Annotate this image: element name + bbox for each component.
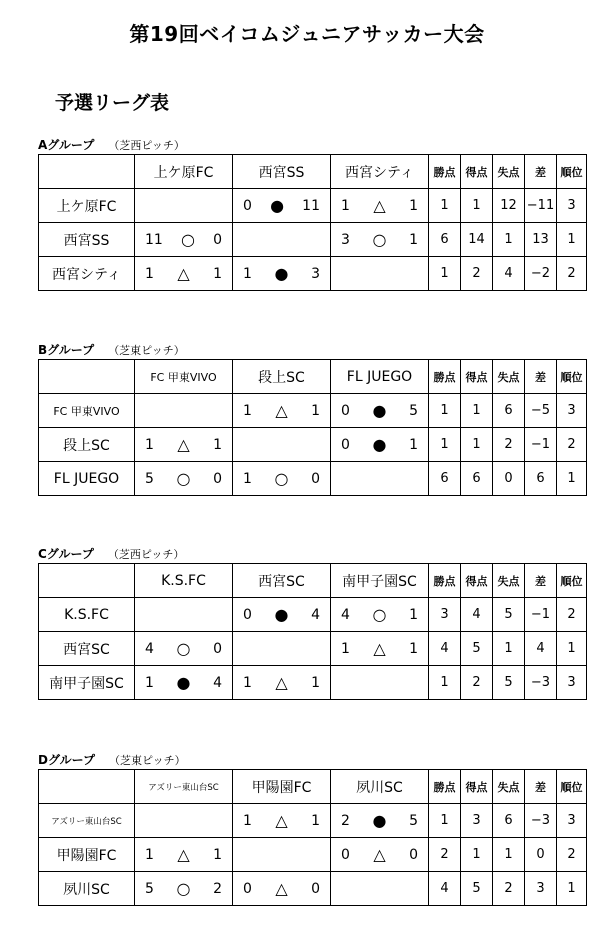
stat-value: 2 (429, 838, 461, 872)
goals-against: 1 (213, 436, 222, 453)
goals-for: 0 (341, 846, 350, 863)
column-team-header: アズリー東山台SC (135, 770, 233, 804)
stat-value: 1 (493, 838, 525, 872)
row-team-name: K.S.FC (39, 598, 135, 632)
column-team-header: 段上SC (233, 360, 331, 394)
match-score (135, 263, 232, 283)
stat-value: 4 (429, 632, 461, 666)
goals-for: 1 (145, 436, 154, 453)
goals-for: 4 (145, 640, 154, 657)
goals-for: 0 (341, 436, 350, 453)
stat-value: 2 (557, 257, 587, 291)
row-team-name: 西宮SS (39, 223, 135, 257)
corner-cell (39, 564, 135, 598)
self-match-cell (135, 804, 233, 838)
stat-value: 1 (557, 632, 587, 666)
stat-value: 1 (493, 632, 525, 666)
stat-header: 差 (525, 360, 557, 394)
match-score (233, 672, 330, 692)
result-symbol: ● (176, 672, 191, 692)
match-result-cell (233, 804, 331, 838)
goals-for: 2 (341, 812, 350, 829)
stat-header: 順位 (557, 770, 587, 804)
table-row (39, 598, 587, 632)
match-result-cell (233, 872, 331, 906)
row-team-name: 西宮シティ (39, 257, 135, 291)
stat-value: 4 (429, 872, 461, 906)
table-row (39, 462, 587, 496)
match-result-cell (331, 394, 429, 428)
match-result-cell (135, 462, 233, 496)
stat-value: 6 (429, 462, 461, 496)
stat-value: 5 (461, 632, 493, 666)
match-score (331, 434, 428, 454)
stat-header: 失点 (493, 155, 525, 189)
table-row (39, 428, 587, 462)
group-name: Aグループ (38, 138, 95, 152)
stat-header: 失点 (493, 564, 525, 598)
match-result-cell (331, 838, 429, 872)
stat-value: 1 (461, 838, 493, 872)
stat-header: 差 (525, 770, 557, 804)
self-match-cell (135, 598, 233, 632)
match-result-cell (135, 428, 233, 462)
column-team-header: 西宮SC (233, 564, 331, 598)
stat-value: 6 (525, 462, 557, 496)
match-score (233, 195, 330, 215)
goals-for: 1 (341, 640, 350, 657)
result-symbol: △ (275, 672, 288, 692)
goals-against: 1 (409, 640, 418, 657)
self-match-cell (331, 462, 429, 496)
stat-value: 2 (557, 428, 587, 462)
goals-for: 5 (145, 470, 154, 487)
goals-against: 0 (213, 640, 222, 657)
stat-value: 6 (493, 804, 525, 838)
result-symbol: ○ (372, 604, 387, 624)
row-team-name: FL JUEGO (39, 462, 135, 496)
stat-value: 2 (557, 838, 587, 872)
stat-value: 1 (461, 189, 493, 223)
match-score (233, 810, 330, 830)
row-team-name: FC 甲東VIVO (39, 394, 135, 428)
corner-cell (39, 360, 135, 394)
goals-for: 1 (145, 265, 154, 282)
match-score (331, 638, 428, 658)
goals-for: 1 (243, 470, 252, 487)
goals-for: 0 (341, 402, 350, 419)
goals-against: 1 (409, 606, 418, 623)
goals-against: 5 (409, 812, 418, 829)
stat-value: 1 (429, 257, 461, 291)
result-symbol: ○ (372, 229, 387, 249)
stat-value: 2 (461, 666, 493, 700)
column-team-header: 西宮SS (233, 155, 331, 189)
group-pitch: （芝東ピッチ） (109, 754, 186, 767)
stat-header: 差 (525, 564, 557, 598)
league-table (38, 154, 587, 291)
stat-value: 6 (429, 223, 461, 257)
stat-value: 3 (557, 189, 587, 223)
match-result-cell (135, 838, 233, 872)
stat-value: 1 (493, 223, 525, 257)
match-result-cell (233, 394, 331, 428)
row-team-name: 南甲子園SC (39, 666, 135, 700)
match-result-cell (331, 428, 429, 462)
group-0 (38, 137, 586, 291)
stat-header: 得点 (461, 155, 493, 189)
self-match-cell (233, 223, 331, 257)
goals-for: 1 (243, 674, 252, 691)
table-row (39, 838, 587, 872)
group-header (38, 137, 586, 154)
stat-value: 3 (429, 598, 461, 632)
stat-header: 順位 (557, 155, 587, 189)
match-score (135, 638, 232, 658)
group-1 (38, 342, 586, 496)
self-match-cell (233, 838, 331, 872)
page-title: 第19回ベイコムジュニアサッカー大会 (129, 22, 485, 46)
result-symbol: ● (274, 263, 289, 283)
table-header-row (39, 770, 587, 804)
self-match-cell (233, 632, 331, 666)
goals-against: 2 (213, 880, 222, 897)
column-team-header: FL JUEGO (331, 360, 429, 394)
stat-value: 6 (493, 394, 525, 428)
result-symbol: ○ (176, 878, 191, 898)
table-row (39, 257, 587, 291)
stat-value: 1 (557, 872, 587, 906)
stat-header: 勝点 (429, 360, 461, 394)
goals-against: 0 (213, 231, 222, 248)
row-team-name: 甲陽園FC (39, 838, 135, 872)
stat-header: 順位 (557, 360, 587, 394)
column-team-header: 上ケ原FC (135, 155, 233, 189)
goals-against: 1 (409, 436, 418, 453)
result-symbol: △ (373, 638, 386, 658)
stat-value: 1 (557, 223, 587, 257)
table-header-row (39, 360, 587, 394)
match-result-cell (135, 257, 233, 291)
match-score (135, 672, 232, 692)
match-result-cell (135, 632, 233, 666)
group-header (38, 342, 586, 359)
result-symbol: ● (372, 810, 387, 830)
goals-for: 5 (145, 880, 154, 897)
stat-value: 3 (557, 804, 587, 838)
stat-value: −3 (525, 666, 557, 700)
match-score (331, 810, 428, 830)
goals-against: 11 (302, 197, 320, 214)
row-team-name: 上ケ原FC (39, 189, 135, 223)
group-header (38, 752, 586, 769)
result-symbol: △ (275, 810, 288, 830)
goals-for: 1 (145, 846, 154, 863)
column-team-header: 南甲子園SC (331, 564, 429, 598)
stat-value: 5 (493, 666, 525, 700)
result-symbol: △ (177, 434, 190, 454)
match-result-cell (331, 223, 429, 257)
group-pitch: （芝西ピッチ） (107, 548, 185, 561)
self-match-cell (331, 257, 429, 291)
match-result-cell (331, 598, 429, 632)
stat-value: −3 (525, 804, 557, 838)
goals-against: 4 (311, 606, 320, 623)
match-result-cell (135, 666, 233, 700)
stat-value: 1 (557, 462, 587, 496)
stat-value: 2 (461, 257, 493, 291)
match-result-cell (233, 189, 331, 223)
match-score (331, 844, 428, 864)
group-name: Bグループ (38, 343, 95, 357)
match-score (135, 434, 232, 454)
stat-value: −1 (525, 428, 557, 462)
match-score (233, 263, 330, 283)
league-table (38, 359, 587, 496)
goals-against: 1 (213, 846, 222, 863)
group-name: Cグループ (38, 547, 94, 561)
table-row (39, 872, 587, 906)
stat-value: 1 (429, 428, 461, 462)
result-symbol: ○ (176, 638, 191, 658)
stat-value: 3 (557, 666, 587, 700)
stat-header: 得点 (461, 564, 493, 598)
table-row (39, 189, 587, 223)
table-header-row (39, 564, 587, 598)
match-result-cell (331, 804, 429, 838)
result-symbol: ● (274, 604, 289, 624)
row-team-name: 西宮SC (39, 632, 135, 666)
stat-value: 0 (493, 462, 525, 496)
stat-header: 勝点 (429, 564, 461, 598)
match-score (331, 604, 428, 624)
result-symbol: △ (275, 400, 288, 420)
table-row (39, 666, 587, 700)
stat-header: 失点 (493, 360, 525, 394)
league-table (38, 563, 587, 700)
self-match-cell (331, 666, 429, 700)
result-symbol: △ (373, 844, 386, 864)
group-header (38, 546, 586, 563)
page-subtitle: 予選リーグ表 (55, 92, 170, 114)
stat-value: 13 (525, 223, 557, 257)
match-score (135, 229, 232, 249)
self-match-cell (233, 428, 331, 462)
corner-cell (39, 155, 135, 189)
stat-value: 4 (461, 598, 493, 632)
stat-value: 2 (493, 428, 525, 462)
row-team-name: 段上SC (39, 428, 135, 462)
column-team-header: 西宮シティ (331, 155, 429, 189)
column-team-header: 夙川SC (331, 770, 429, 804)
goals-against: 1 (409, 197, 418, 214)
group-pitch: （芝東ピッチ） (108, 344, 185, 357)
match-score (135, 878, 232, 898)
goals-for: 1 (145, 674, 154, 691)
match-score (233, 878, 330, 898)
table-row (39, 632, 587, 666)
self-match-cell (135, 394, 233, 428)
stat-value: −1 (525, 598, 557, 632)
stat-value: 3 (557, 394, 587, 428)
goals-against: 0 (311, 880, 320, 897)
match-score (233, 400, 330, 420)
goals-against: 1 (311, 674, 320, 691)
league-table (38, 769, 587, 906)
goals-for: 0 (243, 880, 252, 897)
self-match-cell (135, 189, 233, 223)
row-team-name: 夙川SC (39, 872, 135, 906)
result-symbol: ● (270, 195, 285, 215)
goals-against: 0 (409, 846, 418, 863)
stat-value: 14 (461, 223, 493, 257)
goals-for: 4 (341, 606, 350, 623)
goals-against: 1 (311, 402, 320, 419)
goals-for: 3 (341, 231, 350, 248)
match-result-cell (135, 872, 233, 906)
result-symbol: △ (177, 263, 190, 283)
result-symbol: ○ (180, 229, 195, 249)
goals-for: 1 (243, 812, 252, 829)
stat-value: 4 (493, 257, 525, 291)
stat-value: 1 (461, 428, 493, 462)
goals-against: 0 (213, 470, 222, 487)
stat-value: −11 (525, 189, 557, 223)
stat-value: 4 (525, 632, 557, 666)
result-symbol: △ (373, 195, 386, 215)
goals-against: 4 (213, 674, 222, 691)
goals-for: 0 (243, 197, 252, 214)
stat-value: −2 (525, 257, 557, 291)
goals-against: 1 (213, 265, 222, 282)
goals-for: 11 (145, 231, 163, 248)
goals-against: 1 (311, 812, 320, 829)
result-symbol: △ (275, 878, 288, 898)
match-score (233, 468, 330, 488)
stat-header: 得点 (461, 360, 493, 394)
stat-value: 1 (429, 394, 461, 428)
match-score (331, 400, 428, 420)
group-name: Dグループ (38, 753, 96, 767)
result-symbol: ● (372, 434, 387, 454)
group-3 (38, 752, 586, 906)
goals-against: 5 (409, 402, 418, 419)
match-result-cell (233, 666, 331, 700)
stat-value: 1 (429, 666, 461, 700)
table-row (39, 804, 587, 838)
group-pitch: （芝西ピッチ） (108, 139, 185, 152)
result-symbol: ● (372, 400, 387, 420)
corner-cell (39, 770, 135, 804)
goals-for: 0 (243, 606, 252, 623)
match-result-cell (233, 598, 331, 632)
self-match-cell (331, 872, 429, 906)
goals-against: 1 (409, 231, 418, 248)
match-result-cell (331, 632, 429, 666)
goals-against: 0 (311, 470, 320, 487)
goals-for: 1 (243, 402, 252, 419)
result-symbol: ○ (274, 468, 289, 488)
stat-value: 5 (461, 872, 493, 906)
table-row (39, 394, 587, 428)
match-result-cell (233, 462, 331, 496)
stat-value: 2 (557, 598, 587, 632)
column-team-header: 甲陽園FC (233, 770, 331, 804)
stat-header: 得点 (461, 770, 493, 804)
goals-for: 1 (243, 265, 252, 282)
match-score (135, 468, 232, 488)
match-score (233, 604, 330, 624)
match-result-cell (233, 257, 331, 291)
match-score (331, 195, 428, 215)
stat-value: 3 (461, 804, 493, 838)
stat-value: 12 (493, 189, 525, 223)
result-symbol: △ (177, 844, 190, 864)
result-symbol: ○ (176, 468, 191, 488)
match-score (331, 229, 428, 249)
stat-value: −5 (525, 394, 557, 428)
stat-header: 差 (525, 155, 557, 189)
group-2 (38, 546, 586, 700)
match-result-cell (135, 223, 233, 257)
stat-value: 1 (461, 394, 493, 428)
stat-header: 順位 (557, 564, 587, 598)
stat-value: 5 (493, 598, 525, 632)
column-team-header: FC 甲東VIVO (135, 360, 233, 394)
goals-for: 1 (341, 197, 350, 214)
match-result-cell (331, 189, 429, 223)
stat-value: 0 (525, 838, 557, 872)
match-score (135, 844, 232, 864)
stat-header: 失点 (493, 770, 525, 804)
stat-value: 6 (461, 462, 493, 496)
row-team-name: アズリー東山台SC (39, 804, 135, 838)
stat-value: 2 (493, 872, 525, 906)
column-team-header: K.S.FC (135, 564, 233, 598)
stat-header: 勝点 (429, 155, 461, 189)
table-row (39, 223, 587, 257)
goals-against: 3 (311, 265, 320, 282)
stat-header: 勝点 (429, 770, 461, 804)
stat-value: 1 (429, 189, 461, 223)
stat-value: 1 (429, 804, 461, 838)
stat-value: 3 (525, 872, 557, 906)
table-header-row (39, 155, 587, 189)
